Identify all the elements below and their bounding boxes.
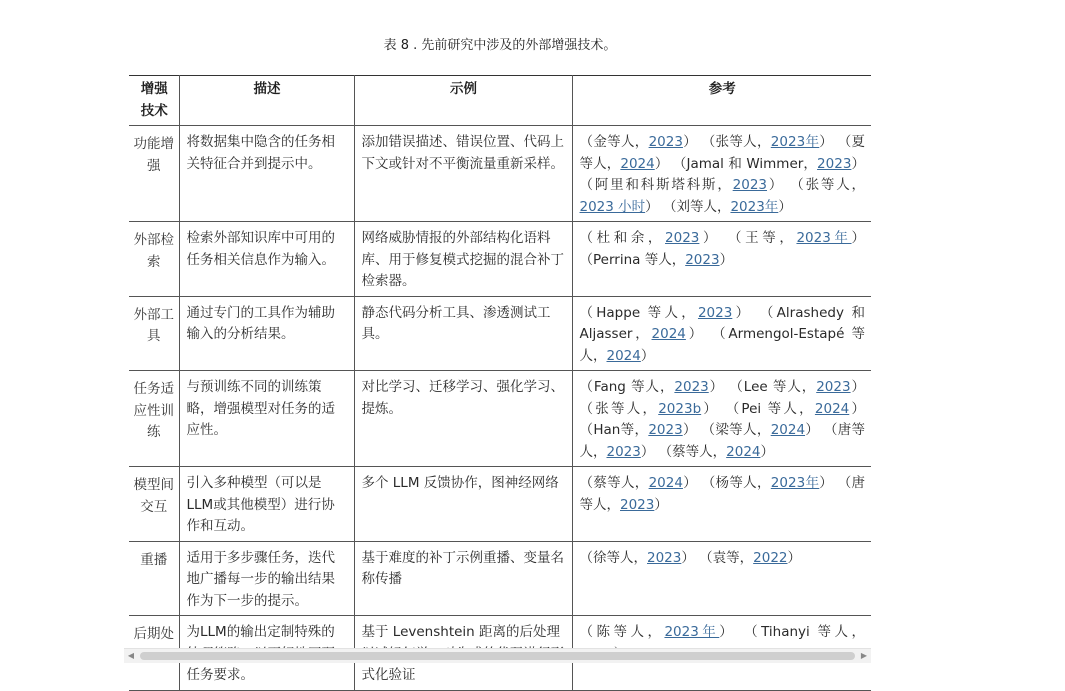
citation-close: ） — [851, 230, 866, 246]
citation-year-link[interactable]: 2024 — [814, 400, 850, 417]
cell-description: 适用于多步骤任务，迭代地广播每一步的输出结果作为下一步的提示。 — [179, 541, 354, 616]
citation-year-link[interactable]: 2023 — [732, 177, 768, 193]
header-example: 示例 — [354, 76, 572, 126]
table-row — [129, 296, 871, 371]
citation-close: ） — [682, 475, 698, 491]
table-row — [129, 222, 871, 297]
citation-close: ） — [850, 379, 866, 395]
header-desc: 描述 — [179, 76, 354, 126]
citation-year-link[interactable]: 2023 — [816, 379, 851, 395]
citation-close: ） — [699, 230, 721, 246]
citation-close: ） — [719, 624, 737, 640]
citation-close: ） — [767, 177, 785, 193]
header-tech: 增强技术 — [129, 76, 179, 126]
citation-close: ） — [654, 155, 669, 172]
cell-tech: 重播 — [129, 541, 179, 616]
citation-year-link[interactable]: 2023 小时 — [579, 198, 646, 215]
citation-text: （唐等人， — [579, 475, 866, 513]
citation-text: （夏等人， — [579, 134, 866, 172]
citation-close: ） — [849, 400, 866, 417]
citation-text: （Happe 等人， — [579, 304, 698, 321]
citation-close: ） — [805, 422, 820, 438]
citation-text: （陈等人， — [579, 624, 665, 640]
cell-example: 多个 LLM 反馈协作，图神经网络 — [354, 467, 572, 542]
cell-references — [572, 467, 871, 542]
citation-text: （Tihanyi 等人， — [744, 624, 866, 640]
citation-year-link[interactable]: 2023 — [685, 251, 720, 268]
citation-close: ） — [851, 155, 866, 172]
citation-year-link[interactable]: 2023 — [697, 304, 733, 321]
citation-close: ） — [682, 134, 698, 150]
table-row — [129, 541, 871, 616]
cell-tech: 功能增强 — [129, 126, 179, 222]
scroll-right-arrow-icon[interactable]: ▶ — [860, 651, 868, 660]
citation-year-link[interactable]: 2024 — [651, 326, 686, 342]
citation-text: （张等人， — [790, 177, 866, 193]
table-row — [129, 371, 871, 467]
citation-close: ） — [819, 475, 834, 491]
citation-close: ） — [654, 496, 668, 513]
citation-year-link[interactable]: 2024 — [726, 443, 761, 460]
cell-example: 基于 Levenshtein 距离的后处理 式化验证 — [354, 616, 572, 691]
cell-references — [572, 541, 871, 616]
citation-text: （张等人， — [701, 134, 771, 150]
cell-tech: 后期处 — [129, 616, 179, 691]
cell-description: 引入多种模型（可以是LLM或其他模型）进行协作和互动。 — [179, 467, 354, 542]
citation-year-link[interactable]: 2023 — [817, 155, 852, 172]
citation-text: （袁等， — [699, 549, 754, 566]
citation-year-link[interactable]: 2023 — [665, 230, 700, 246]
table-row — [129, 467, 871, 542]
scroll-left-arrow-icon[interactable]: ◀ — [127, 651, 135, 660]
citation-close: ） — [708, 379, 725, 395]
table-caption: 表 8 . 先前研究中涉及的外部增强技术。 — [383, 38, 617, 53]
cell-tech: 模型间交互 — [129, 467, 179, 542]
citation-year-link[interactable]: 2023 — [648, 422, 683, 438]
cell-description: 将数据集中隐含的任务相关特征合并到提示中。 — [179, 126, 354, 222]
cell-example: 静态代码分析工具、渗透测试工具。 — [354, 296, 572, 371]
citation-year-link[interactable]: 2022 — [753, 549, 788, 566]
citation-text: （杨等人， — [701, 475, 771, 491]
cell-tech: 外部工具 — [129, 296, 179, 371]
cell-references — [572, 126, 871, 222]
citation-year-link[interactable]: 2023年 — [664, 624, 720, 640]
cell-example: 对比学习、迁移学习、强化学习、提炼。 — [354, 371, 572, 467]
citation-year-link[interactable]: 2023 — [606, 443, 641, 460]
citation-text: （金等人， — [579, 134, 649, 150]
citation-close: ） — [645, 198, 659, 215]
citation-year-link[interactable]: 2023年 — [770, 134, 820, 150]
cell-tech: 外部检索 — [129, 222, 179, 297]
citation-year-link[interactable]: 2023年 — [796, 230, 852, 246]
header-refs: 参考 — [572, 76, 871, 126]
cell-example: 基于难度的补丁示例重播、变量名称传播 — [354, 541, 572, 616]
citation-year-link[interactable]: 2023年 — [770, 475, 820, 491]
cell-description: 通过专门的工具作为辅助输入的分析结果。 — [179, 296, 354, 371]
citation-close: ） — [760, 443, 775, 460]
citation-text: （阿里和科斯塔科斯， — [579, 177, 733, 193]
cell-example: 添加错误描述、错误位置、代码上下文或针对不平衡流量重新采样。 — [354, 126, 572, 222]
citation-close: ） — [787, 549, 802, 566]
horizontal-scrollbar[interactable] — [124, 648, 871, 663]
cell-description: 与预训练不同的训练策略，增强模型对任务的适应性。 — [179, 371, 354, 467]
citation-close: ） — [682, 422, 697, 438]
citation-text: （蔡等人， — [579, 475, 649, 491]
citation-text: （Pei 等人， — [725, 400, 815, 417]
cell-description: 检索外部知识库中可用的任务相关信息作为输入。 — [179, 222, 354, 297]
citation-text: （Fang 等人， — [579, 379, 675, 395]
citation-text: （梁等人， — [701, 422, 771, 438]
cell-example: 网络威胁情报的外部结构化语料库、用于修复模式挖掘的混合补丁检索器。 — [354, 222, 572, 297]
citation-year-link[interactable]: 2024 — [770, 422, 806, 438]
citation-year-link[interactable]: 2023 — [620, 496, 655, 513]
citation-text: （徐等人， — [579, 549, 647, 566]
scrollbar-thumb[interactable] — [140, 652, 855, 660]
cell-tech: 任务适应性训练 — [129, 371, 179, 467]
enhancement-techniques-table — [129, 75, 871, 691]
citation-close: ） — [640, 443, 655, 460]
citation-text: （王等， — [728, 230, 797, 246]
citation-text: （Han等， — [579, 422, 649, 438]
table-row — [129, 126, 871, 222]
citation-close: ） — [640, 347, 655, 364]
citation-text: （Lee 等人， — [729, 379, 817, 395]
cell-references — [572, 371, 871, 467]
citation-close: ） — [732, 304, 753, 321]
citation-text: （蔡等人， — [658, 443, 727, 460]
citation-year-link[interactable]: 2023 — [648, 134, 683, 150]
citation-text: （杜和余， — [579, 230, 666, 246]
citation-close: ） — [778, 198, 792, 215]
citation-text: （张等人， — [579, 400, 659, 417]
citation-close: ） — [719, 251, 734, 268]
cell-references — [572, 222, 871, 297]
citation-text: （唐等人， — [579, 422, 866, 460]
citation-close: ） — [681, 549, 695, 566]
citation-text: （Perrina 等人， — [579, 251, 686, 268]
citation-year-link[interactable]: 2023b — [658, 400, 702, 417]
citation-year-link[interactable]: 2024 — [648, 475, 683, 491]
cell-references — [572, 296, 871, 371]
citation-text: （Jamal 和 Wimmer， — [672, 155, 818, 172]
citation-year-link[interactable]: 2024 — [606, 347, 641, 364]
citation-year-link[interactable]: 2023年 — [730, 198, 779, 215]
citation-text: （Alrashedy 和 Aljasser， — [579, 304, 865, 342]
citation-year-link[interactable]: 2024 — [620, 155, 655, 172]
citation-close: ） — [819, 134, 834, 150]
citation-close: ） — [685, 326, 705, 342]
citation-year-link[interactable]: 2023 — [647, 549, 682, 566]
citation-text: （刘等人， — [662, 198, 731, 215]
table-header-row — [129, 76, 871, 126]
citation-close: ） — [701, 400, 720, 417]
cell-description: 为LLM的输出定制特殊的 任务要求。 — [179, 616, 354, 691]
citation-year-link[interactable]: 2023 — [674, 379, 709, 395]
citation-text: （Armengol-Estapé 等人， — [579, 326, 865, 364]
